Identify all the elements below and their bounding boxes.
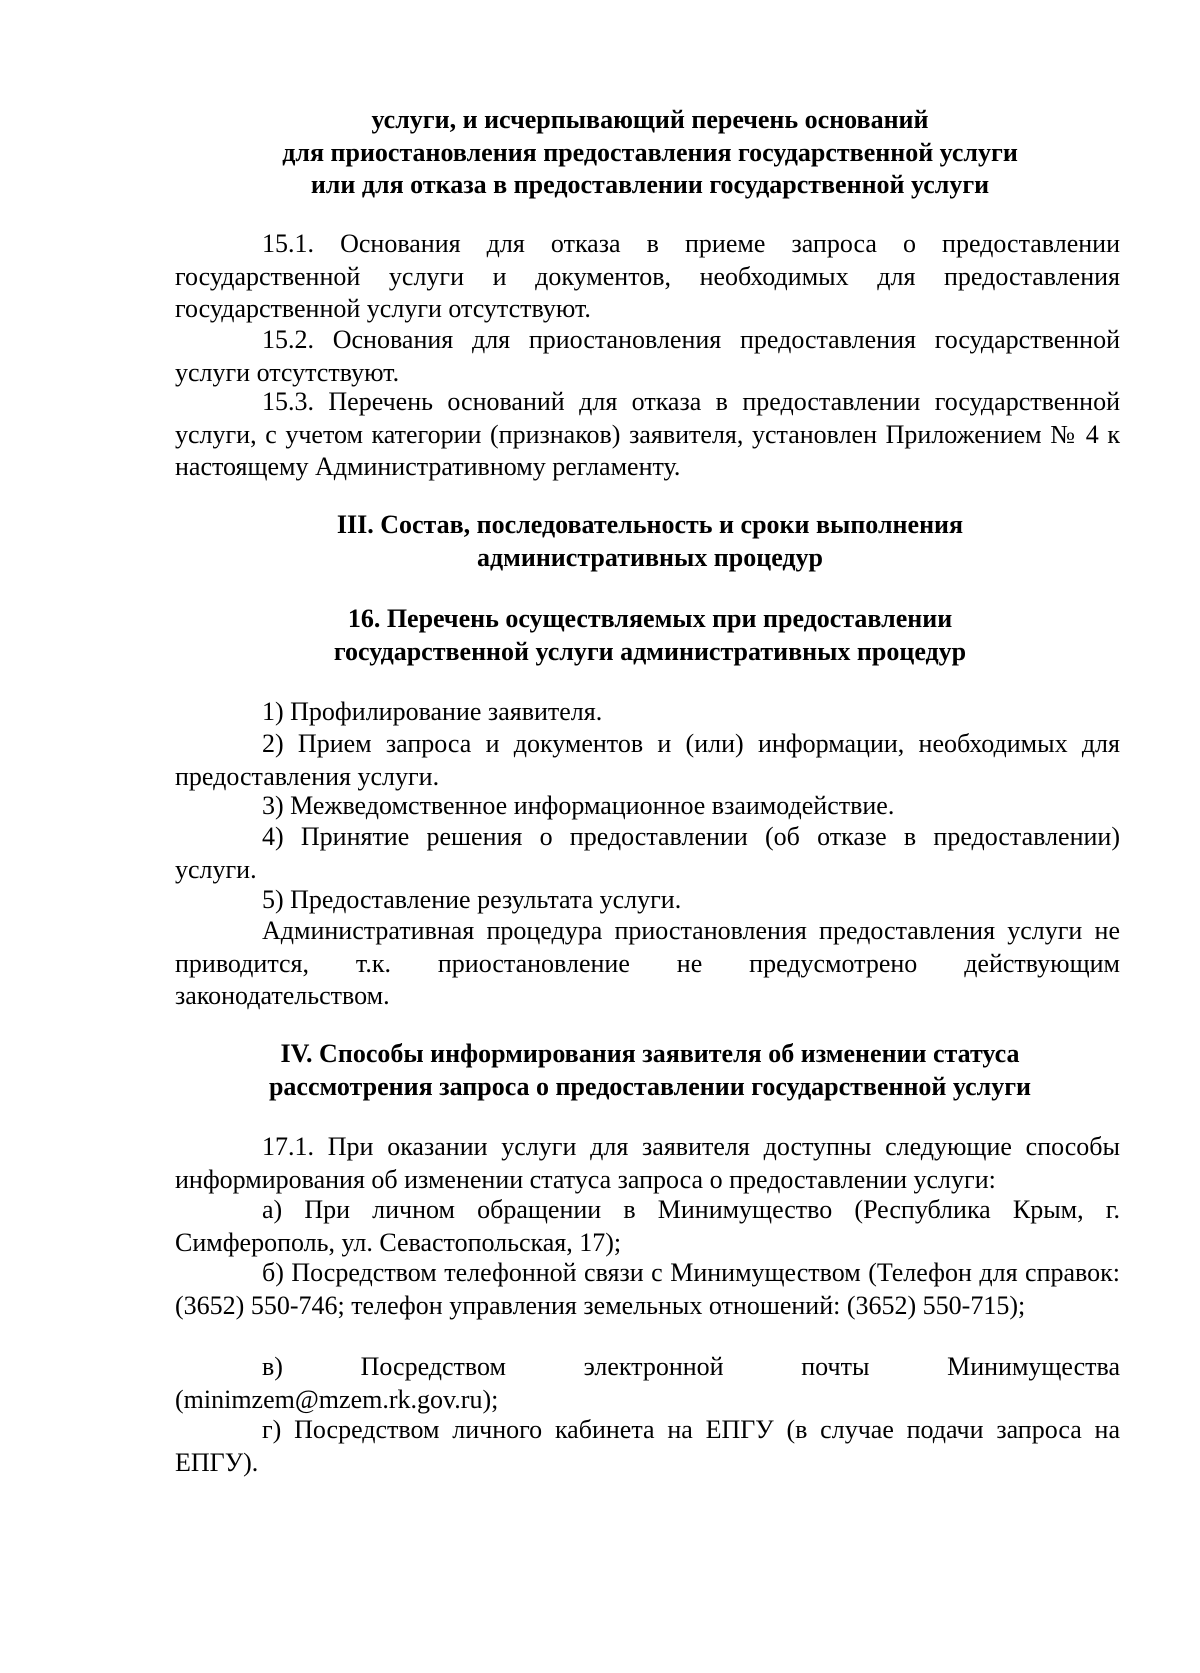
section-15-heading [175,104,1125,202]
list-item-5: 5) Предоставление результата услуги. [262,885,682,914]
heading-line: для приостановления предоставления государственной услуги [282,137,1018,167]
paragraph-17-1: 17.1. При оказании услуги для заявителя доступны следующие способы информирования об изменении статуса запроса о предоставлении услуги: [175,1132,1120,1194]
heading-line: государственной услуги административных процедур [333,636,967,666]
paragraph-17-g: г) Посредством личного кабинета на ЕПГУ (в случае подачи запроса на ЕПГУ). [175,1415,1120,1477]
paragraph-17-v: в) Посредством электронной почты Минимущества (minimzem@mzem.rk.gov.ru); [175,1352,1120,1414]
section-IV-heading [175,1038,1125,1103]
procedure-note: Административная процедура приостановления предоставления услуги не приводится, т.к. приостановление не предусмотрено действующим законодательством. [175,916,1120,1010]
paragraph-15-3: 15.3. Перечень оснований для отказа в предоставлении государственной услуги, с учетом категории (признаков) заявителя, установлен Приложением № 4 к настоящему Административному регламенту. [175,387,1120,481]
section-16-heading [175,603,1125,668]
heading-line: III. Состав, последовательность и сроки выполнения [336,510,964,539]
list-item-3: 3) Межведомственное информационное взаимодействие. [262,791,895,820]
section-III-heading [175,509,1125,574]
paragraph-15-1: 15.1. Основания для отказа в приеме запроса о предоставлении государственной услуги и документов, необходимых для предоставления государственной услуги отсутствуют. [175,229,1120,323]
heading-line: IV. Способы информирования заявителя об изменении статуса [280,1039,1020,1068]
list-item-4: 4) Принятие решения о предоставлении (об отказе в предоставлении) услуги. [175,822,1120,884]
heading-line: рассмотрения запроса о предоставлении государственной услуги [268,1071,1032,1101]
list-item-2: 2) Прием запроса и документов и (или) информации, необходимых для предоставления услуги. [175,729,1120,791]
heading-line: административных процедур [476,542,824,572]
paragraph-17-a: а) При личном обращении в Минимущество (Республика Крым, г. Симферополь, ул. Севастопольская, 17); [175,1195,1120,1257]
paragraph-15-2: 15.2. Основания для приостановления предоставления государственной услуги отсутствуют. [175,325,1120,387]
list-item-1: 1) Профилирование заявителя. [262,697,603,726]
heading-line: услуги, и исчерпывающий перечень оснований [371,105,929,134]
heading-line: или для отказа в предоставлении государственной услуги [310,170,990,199]
heading-line: 16. Перечень осуществляемых при предоставлении [347,604,953,633]
paragraph-17-b: б) Посредством телефонной связи с Минимуществом (Телефон для справок: (3652) 550-746; телефон управления земельных отношений: (3652) 550-715); [175,1258,1120,1320]
